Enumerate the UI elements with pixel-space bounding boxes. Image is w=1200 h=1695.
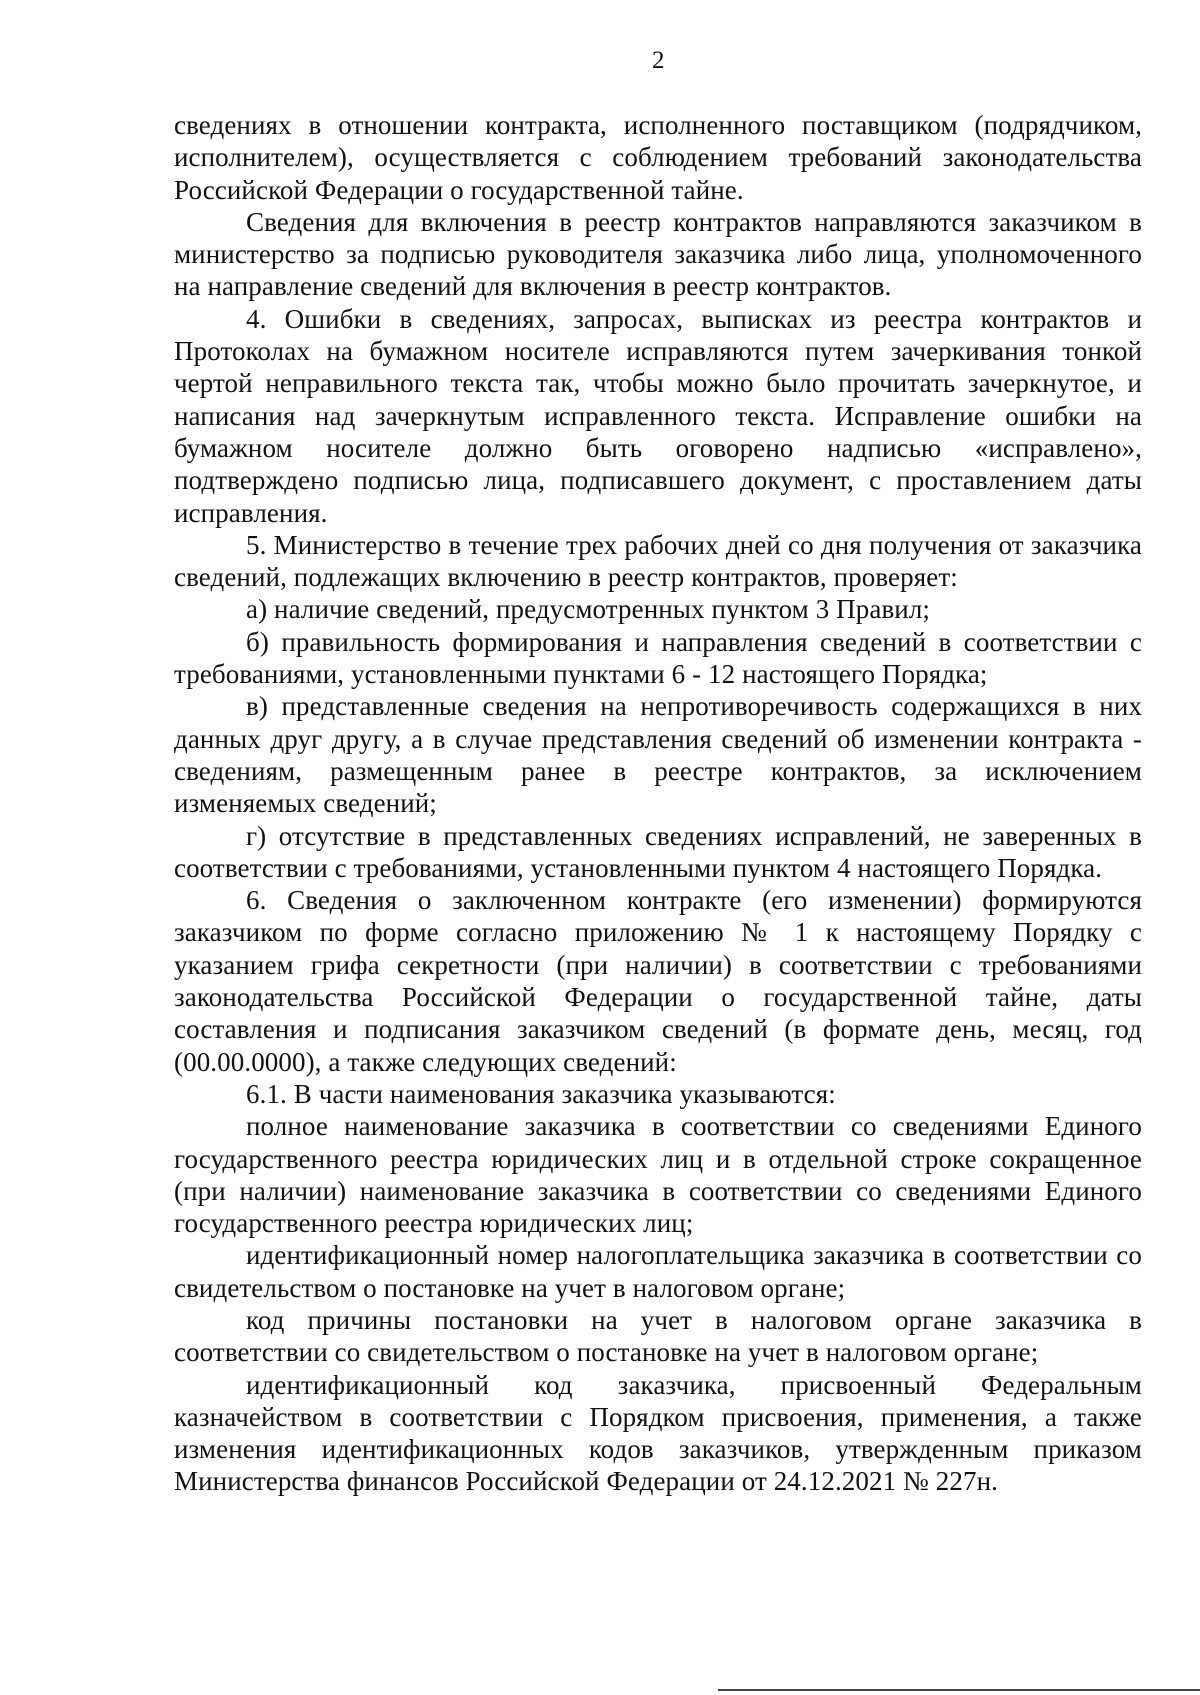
paragraph-submission: Сведения для включения в реестр контрактов направляются заказчиком в министерство за подписью руководителя заказчика либо лица, уполномоченного на направление сведений для включения в реестр контрактов. bbox=[174, 206, 1142, 302]
paragraph-item-5g: г) отсутствие в представленных сведениях исправлений, не заверенных в соответствии с требованиями, установленными пунктом 4 настоящего Порядка. bbox=[174, 820, 1142, 883]
paragraph-continuation: сведениях в отношении контракта, исполненного поставщиком (подрядчиком, исполнителем), осуществляется с соблюдением требований законодательства Российской Федерации о государственной тайне. bbox=[174, 110, 1142, 205]
paragraph-item-6-1: 6.1. В части наименования заказчика указываются: bbox=[246, 1078, 836, 1109]
document-body bbox=[174, 109, 1142, 1498]
paragraph-kpp: код причины постановки на учет в налоговом органе заказчика в соответствии со свидетельством о постановке на учет в налоговом органе; bbox=[174, 1304, 1142, 1368]
paragraph-item-5a: а) наличие сведений, предусмотренных пунктом 3 Правил; bbox=[246, 594, 931, 625]
paragraph-item-5v: в) представленные сведения на непротиворечивость содержащихся в них данных друг другу, а в случае представления сведений об изменении контракта - сведениям, размещенным ранее в реестре контрактов, за исключением изменяемых сведений; bbox=[174, 691, 1142, 819]
page-number: 2 bbox=[652, 47, 665, 74]
paragraph-item-6: 6. Сведения о заключенном контракте (его изменении) формируются заказчиком по форме согласно приложению № 1 к настоящему Порядку с указанием грифа секретности (при наличии) в соответствии с требованиями законодательства Российской Федерации о государственной тайне, даты составления и подписания заказчиком сведений (в формате день, месяц, год (00.00.0000), а также следующих сведений: bbox=[174, 885, 1142, 1077]
paragraph-item-5: 5. Министерство в течение трех рабочих дней со дня получения от заказчика сведений, подлежащих включению в реестр контрактов, проверяет: bbox=[174, 529, 1142, 593]
paragraph-full-name: полное наименование заказчика в соответствии со сведениями Единого государственного реестра юридических лиц и в отдельной строке сокращенное (при наличии) наименование заказчика в соответствии со сведениями Единого государственного реестра юридических лиц; bbox=[174, 1111, 1142, 1239]
paragraph-item-4: 4. Ошибки в сведениях, запросах, выписках из реестра контрактов и Протоколах на бумажном носителе исправляются путем зачеркивания тонкой чертой неправильного текста так, чтобы можно было прочитать зачеркнутое, и написания над зачеркнутым исправленного текста. Исправление ошибки на бумажном носителе должно быть оговорено надписью «исправлено», подтверждено подписью лица, подписавшего документ, с проставлением даты исправления. bbox=[174, 303, 1142, 528]
page-edge-line bbox=[718, 1689, 1200, 1691]
paragraph-inn: идентификационный номер налогоплательщика заказчика в соответствии со свидетельством о постановке на учет в налоговом органе; bbox=[174, 1240, 1142, 1303]
paragraph-customer-code: идентификационный код заказчика, присвоенный Федеральным казначейством в соответствии с Порядком присвоения, применения, а также изменения идентификационных кодов заказчиков, утвержденным приказом Министерства финансов Российской Федерации от 24.12.2021 № 227н. bbox=[174, 1369, 1142, 1497]
paragraph-item-5b: б) правильность формирования и направления сведений в соответствии с требованиями, установленными пунктами 6 - 12 настоящего Порядка; bbox=[174, 626, 1142, 690]
